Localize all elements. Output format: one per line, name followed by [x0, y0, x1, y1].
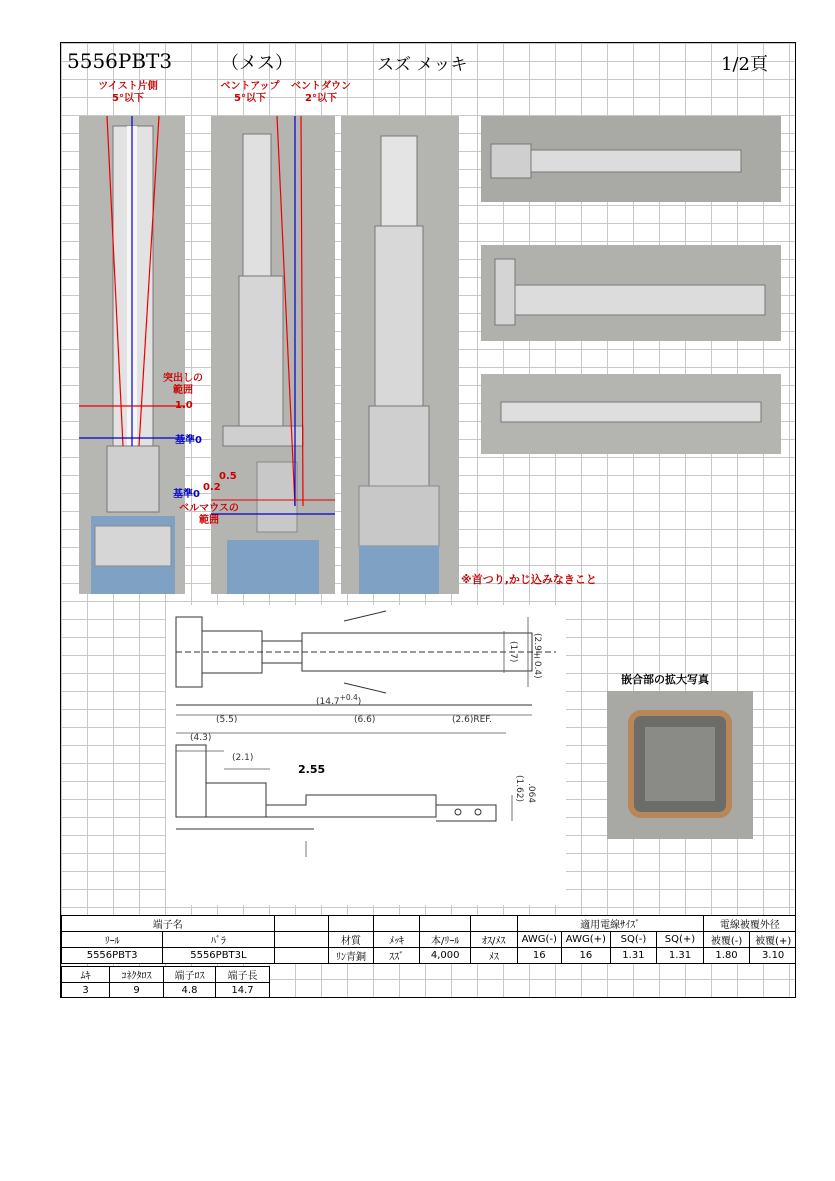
dim-1-62: (1.62): [514, 775, 524, 803]
spec-subtable: [61, 966, 270, 998]
terminal-photo-top-right: [481, 116, 781, 202]
terminal-photo-bottom-right: [481, 374, 781, 454]
dim-1-7: (1.7): [508, 641, 518, 663]
bend-up-label: ベントアップ 5°以下: [220, 81, 280, 104]
header-terminal-name: 端子名: [62, 916, 275, 932]
terminal-photo-middle-right: [481, 245, 781, 341]
spec-table: [61, 915, 796, 964]
bellmouth-05: 0.5: [219, 471, 237, 482]
callout-2-55: 2.55: [298, 763, 326, 776]
inspection-note: ※首つり,かじ込みなきこと: [461, 573, 597, 586]
dim-4-3: (4.3): [190, 733, 212, 743]
dim-2-1: (2.1): [232, 753, 254, 763]
gender-label: （メス）: [221, 53, 293, 74]
dim-2-9: (2.9±0.4): [532, 633, 542, 679]
terminal-photo-front: [341, 116, 459, 594]
dim-total-length: $(14.7^{+0.4})$: [316, 693, 362, 707]
bellmouth-02: 0.2: [203, 482, 221, 493]
protrusion-label: 突出しの 範囲: [163, 373, 203, 396]
dim-6-6: (6.6): [354, 715, 376, 725]
page-number: 1/2頁: [721, 54, 768, 75]
table-row: ﾑｷ ｺﾈｸﾀﾛｽ 端子ﾛｽ 端子長: [62, 967, 270, 983]
spec-sheet: [60, 42, 796, 998]
technical-drawing: [166, 605, 566, 905]
table-row: 5556PBT3 5556PBT3L ﾘﾝ青銅 ｽｽﾞ 4,000 ﾒｽ 16 16 1.31 1.31 1.80 3.10: [62, 948, 797, 964]
table-row: ﾘｰﾙ ﾊﾞﾗ 材質 ﾒｯｷ 本/ﾘｰﾙ ｵｽ/ﾒｽ AWG(-) AWG(+) SQ(-) SQ(+) 被覆(-) 被覆(+): [62, 932, 797, 948]
dim-064: .064: [526, 783, 536, 804]
reference-zero-1: 基準0: [175, 435, 202, 446]
twist-label: ツイスト片側 5°以下: [98, 81, 158, 104]
bellmouth-label: ベルマウスの 範囲: [179, 503, 239, 526]
reference-zero-2: 基準0: [173, 489, 200, 500]
dim-5-5: (5.5): [216, 715, 238, 725]
plating-label: スズ メッキ: [377, 55, 468, 75]
protrusion-value: 1.0: [175, 400, 193, 411]
closeup-photo: [607, 691, 753, 839]
table-row: 3 9 4.8 14.7: [62, 983, 270, 999]
header-wire-size: 適用電線ｻｲｽﾞ: [517, 916, 703, 932]
dim-2-6-ref: (2.6)REF.: [452, 715, 492, 725]
bend-down-label: ベントダウン 2°以下: [291, 81, 351, 104]
part-number: 5556PBT3: [67, 49, 173, 73]
closeup-title: 嵌合部の拡大写真: [621, 673, 709, 686]
header-insulation-od: 電線被覆外径: [703, 916, 796, 932]
